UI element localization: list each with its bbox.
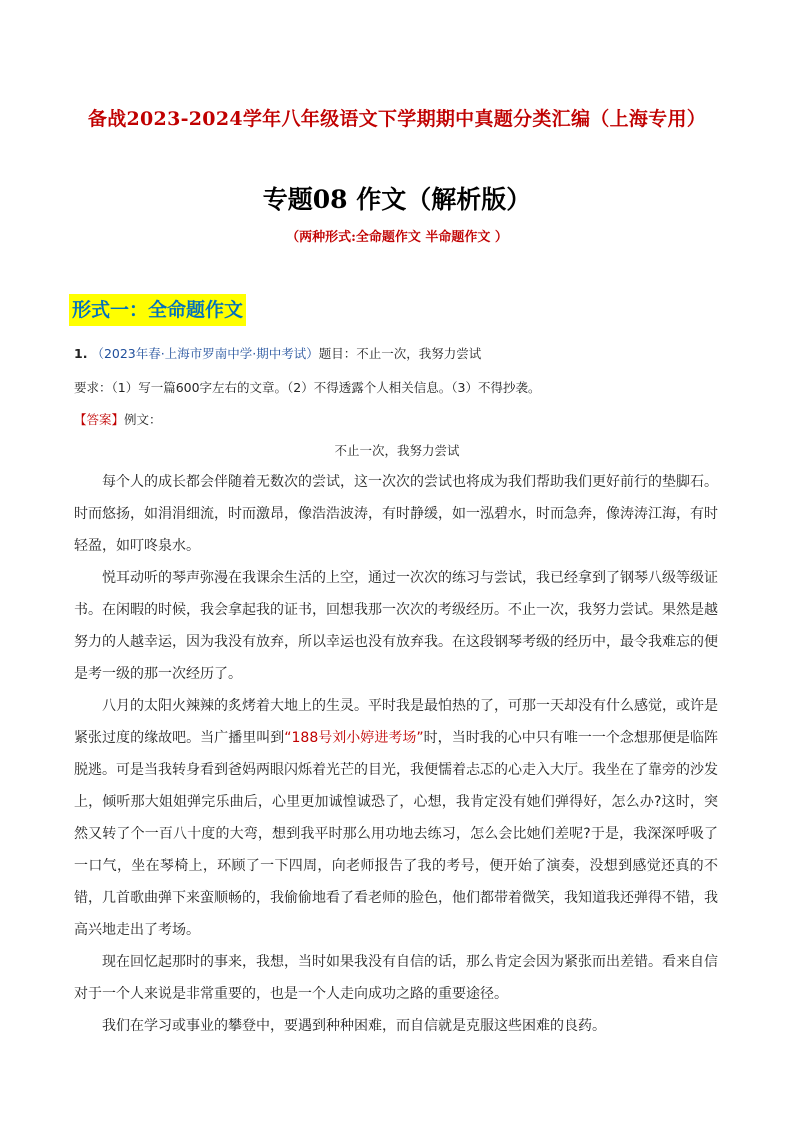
- question-source: （2023年春·上海市罗南中学·期中考试）: [91, 346, 319, 361]
- essay-paragraph: 每个人的成长都会伴随着无数次的尝试，这一次次的尝试也将成为我们帮助我们更好前行的垫脚石。时而悠扬，如涓涓细流，时而激昂，像浩浩波涛，有时静缓，如一泓碧水，时而急奔，像涛涛江海，有时轻盈，如叮咚泉水。: [74, 474, 718, 554]
- answer-tag: 【答案】: [74, 412, 125, 427]
- essay-body: [74, 466, 718, 1042]
- page-subtitle: （两种形式:全命题作文 半命题作文 ）: [286, 230, 508, 245]
- essay-paragraph: 悦耳动听的琴声弥漫在我课余生活的上空，通过一次次的练习与尝试，我已经拿到了钢琴八级等级证书。在闲暇的时候，我会拿起我的证书，回想我那一次次的考级经历。不止一次，我努力尝试。果然是越努力的人越幸运，因为我没有放弃，所以幸运也没有放弃我。在这段钢琴考级的经历中，最令我难忘的便是考一级的那一次经历了。: [74, 570, 718, 682]
- section-heading: 形式一：全命题作文: [69, 294, 246, 326]
- essay-paragraph: 我们在学习或事业的攀登中，要遇到种种困难，而自信就是克服这些困难的良药。: [102, 1018, 606, 1034]
- essay-quote: “188号刘小婷进考场”: [284, 730, 424, 746]
- answer-line: [74, 410, 162, 430]
- essay-text: 八月的太阳火辣辣的炙烤着大地上的生灵。平时我是最怕热的了，可那一天却没有什么感觉，或许是紧张过度的缘故吧。当广播里叫到: [74, 698, 718, 746]
- essay-paragraph: 现在回忆起那时的事来，我想，当时如果我没有自信的话，那么肯定会因为紧张而出差错。看来自信对于一个人来说是非常重要的，也是一个人走向成功之路的重要途径。: [74, 954, 718, 1002]
- essay-paragraph: [74, 690, 718, 946]
- question-line: [74, 344, 481, 364]
- question-prompt: 题目：不止一次，我努力尝试: [318, 346, 482, 361]
- series-title: 备战2023-2024学年八年级语文下学期期中真题分类汇编（上海专用）: [87, 108, 707, 130]
- answer-label: 例文：: [124, 412, 162, 427]
- essay-title: 不止一次，我努力尝试: [334, 443, 460, 458]
- page-title: 专题08 作文（解析版）: [262, 185, 532, 214]
- essay-text: 时，当时我的心中只有唯一一个念想那便是临阵脱逃。可是当我转身看到爸妈两眼闪烁着光芒的目光，我便懦着忐忑的心走入大厅。我坐在了靠旁的沙发上，倾听那大姐姐弹完乐曲后，心里更加诚惶诚恐了，心想，我肯定没有她们弹得好，怎么办?这时，突然又转了个一百八十度的大弯，想到我平时那么用功地去练习，怎么会比她们差呢?于是，我深深呼吸了一口气，坐在琴椅上，环顾了一下四周，向老师报告了我的考号，便开始了演奏，没想到感觉还真的不错，几首歌曲弹下来蛮顺畅的，我偷偷地看了看老师的脸色，他们都带着微笑，我知道我还弹得不错，我高兴地走出了考场。: [74, 730, 719, 938]
- question-number: 1.: [74, 346, 88, 361]
- question-requirements: 要求：（1）写一篇600字左右的文章。（2）不得透露个人相关信息。（3）不得抄袭。: [74, 380, 541, 395]
